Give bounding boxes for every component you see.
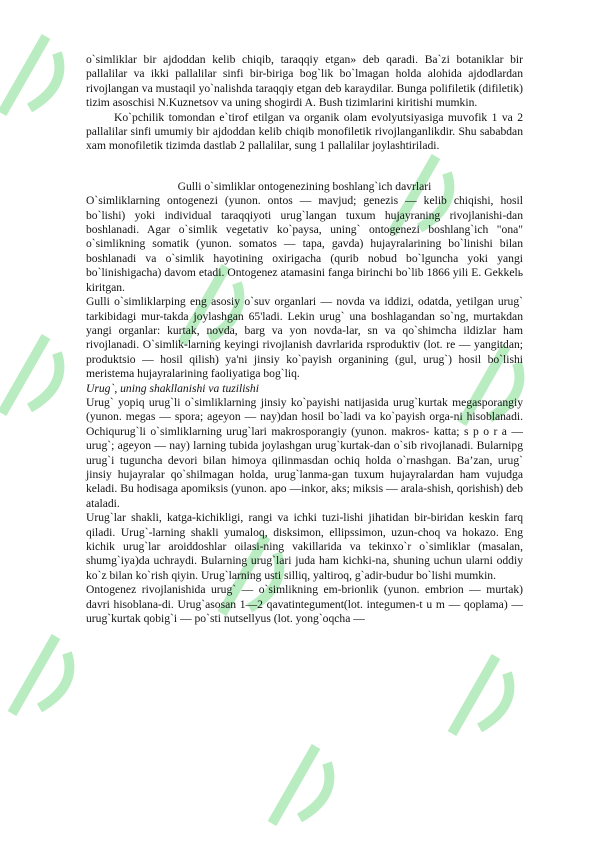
watermark-graphic <box>0 620 100 730</box>
watermark-graphic <box>250 730 360 840</box>
document-body <box>86 53 523 626</box>
paragraph-embryonic: Ontogenez rivojlanishida urug` — o`simlikning em-brionlik (yunon. embrion — murtak) davri hisoblana-di. Urug`asosan 1—2 qavatintegument(lot. integumen-t u m — qoplama) — urug`kurtak qobig`i — po`sti nutsellyus (lot. yong`oqcha — <box>86 583 523 626</box>
paragraph-intro: o`simliklar bir ajdoddan kelib chiqib, taraqqiy etgan» deb qaradi. Ba`zi botaniklar bir pallalilar va ikki pallalilar sinfi bir-biriga bog`lik bo`lmagan holda alohida ajdodlardan rivojlangan va mustaqil yo`nalishda taraqqiy etgan deb karaydilar. Bunga polifiletik (difiletik) tizim asoschisi N.Kuznetsov va uning shogirdi A. Bush tizimlarini kiritishi mumkin. <box>86 53 523 110</box>
watermark-graphic <box>0 20 90 130</box>
paragraph-seed: Urug` yopiq urug`li o`simliklarning jinsiy ko`payishi natijasida urug`kurtak megasporangiy (yunon. megas — spora; ageyon — nay)dan hosil bo`ladi va ko`payish orga-ni hisoblanadi. Ochiqurug`li o`simliklarning urug`lari makrosporangiy (yunon. makros- katta; s p o r a — urug`; ageyon — nay) larning tubida joylashgan urug`kurtak-dan o`sib rivojlanadi. Bularnipg urug`i tuguncha devori bilan himoya qilinmasdan ochiq holda o`rnashgan. Ba’zan, urug` jinsiy hujayralar qo`shilmagan holda, urug`lanma-gan tuxum hujayralardan ham vujudga keladi. Bu hodisaga apomiksis (yunon. apo —inkor, aks; miksis — arala-shish, qorishish) deb ataladi. <box>86 395 523 510</box>
paragraph-organs: Gulli o`simliklarping eng asosiy o`suv organlari — novda va iddizi, odatda, yetilgan urug` tarkibidagi mur-takda joylashgan 65'ladi. Lekin urug` una boshlagandan so`ng, murtakdan yangi organlar: kurtak, novda, barg va yon novda-lar, sn va qo`shimcha ildizlar ham rivojlanadi. O`simlik-larning keyingi rivojlanish davrlarida rsproduktiv (lot. re — yangitdan; produktsio — hosil qilish) ya'ni jinsiy ko`payish organining (gul, urug`) hosil bo`lishi meristema hujayralarining faoliyatiga bog`liq. <box>86 295 523 381</box>
paragraph-monophyletic: Ko`pchilik tomondan e`tirof etilgan va organik olam evolyutsiyasiga muvofik 1 va 2 pallalilar sinfi umumiy bir ajdoddan kelib chiqib monofiletik rivojlanganlikdir. Shu sababdan xam monofiletik tizimda dastlab 2 pallalilar, sung 1 pallalilar joylashtiriladi. <box>86 110 523 153</box>
paragraph-ontogenez: O`simliklarning ontogenezi (yunon. ontos — mavjud; genezis — kelib chiqishi, hosil bo`lishi) yoki individual taraqqiyoti urug`langan tuxum hujayraning rivojlanishi-dan boshlanadi. Agar o`simlik vegetativ ko`paysa, uning` ontogenezi boshlang`ich "ona" o`simlikning somatik (yunon. somatos — tapa, gavda) hujayralarining bo`linishi bilan boshlanadi va o`simlik hayotining oxirigacha (qurib nobud bo`lguncha yoki yangi bo`linishigacha) davom etadi. Ontogenez atamasini fanga birinchi bo`lib 1866 yili E. Gekkelь kiritgan. <box>86 194 523 294</box>
watermark-graphic <box>430 640 540 750</box>
paragraph-shapes: Urug`lar shakli, katga-kichikligi, rangi va ichki tuzi-lishi jihatidan bir-biridan keskin farq qiladi. Urug`-larning shakli yumaloq, disksimon, ellipssimon, uzun-choq va hokazo. Eng kichik urug`lar aroiddoshlar oilasi-ning vakillarida va tekinxo`r o`simliklar (masalan, shumg`iya)da uchraydi. Bularning urug`lari juda ham kichki-na, shuning uchun ularni oddiy ko`z bilan ko`rish qiyin. Urug`larning usti silliq, yaltiroq, g`adir-budur bo`lishi mumkin. <box>86 511 523 582</box>
section-heading-seed: Urug`, uning shakllanishi va tuzilishi <box>86 381 259 395</box>
section-gap <box>86 154 523 180</box>
watermark-graphic <box>0 320 90 430</box>
section-heading-ontogenez: Gulli o`simliklar ontogenezining boshlang`ich davrlari <box>177 179 432 193</box>
